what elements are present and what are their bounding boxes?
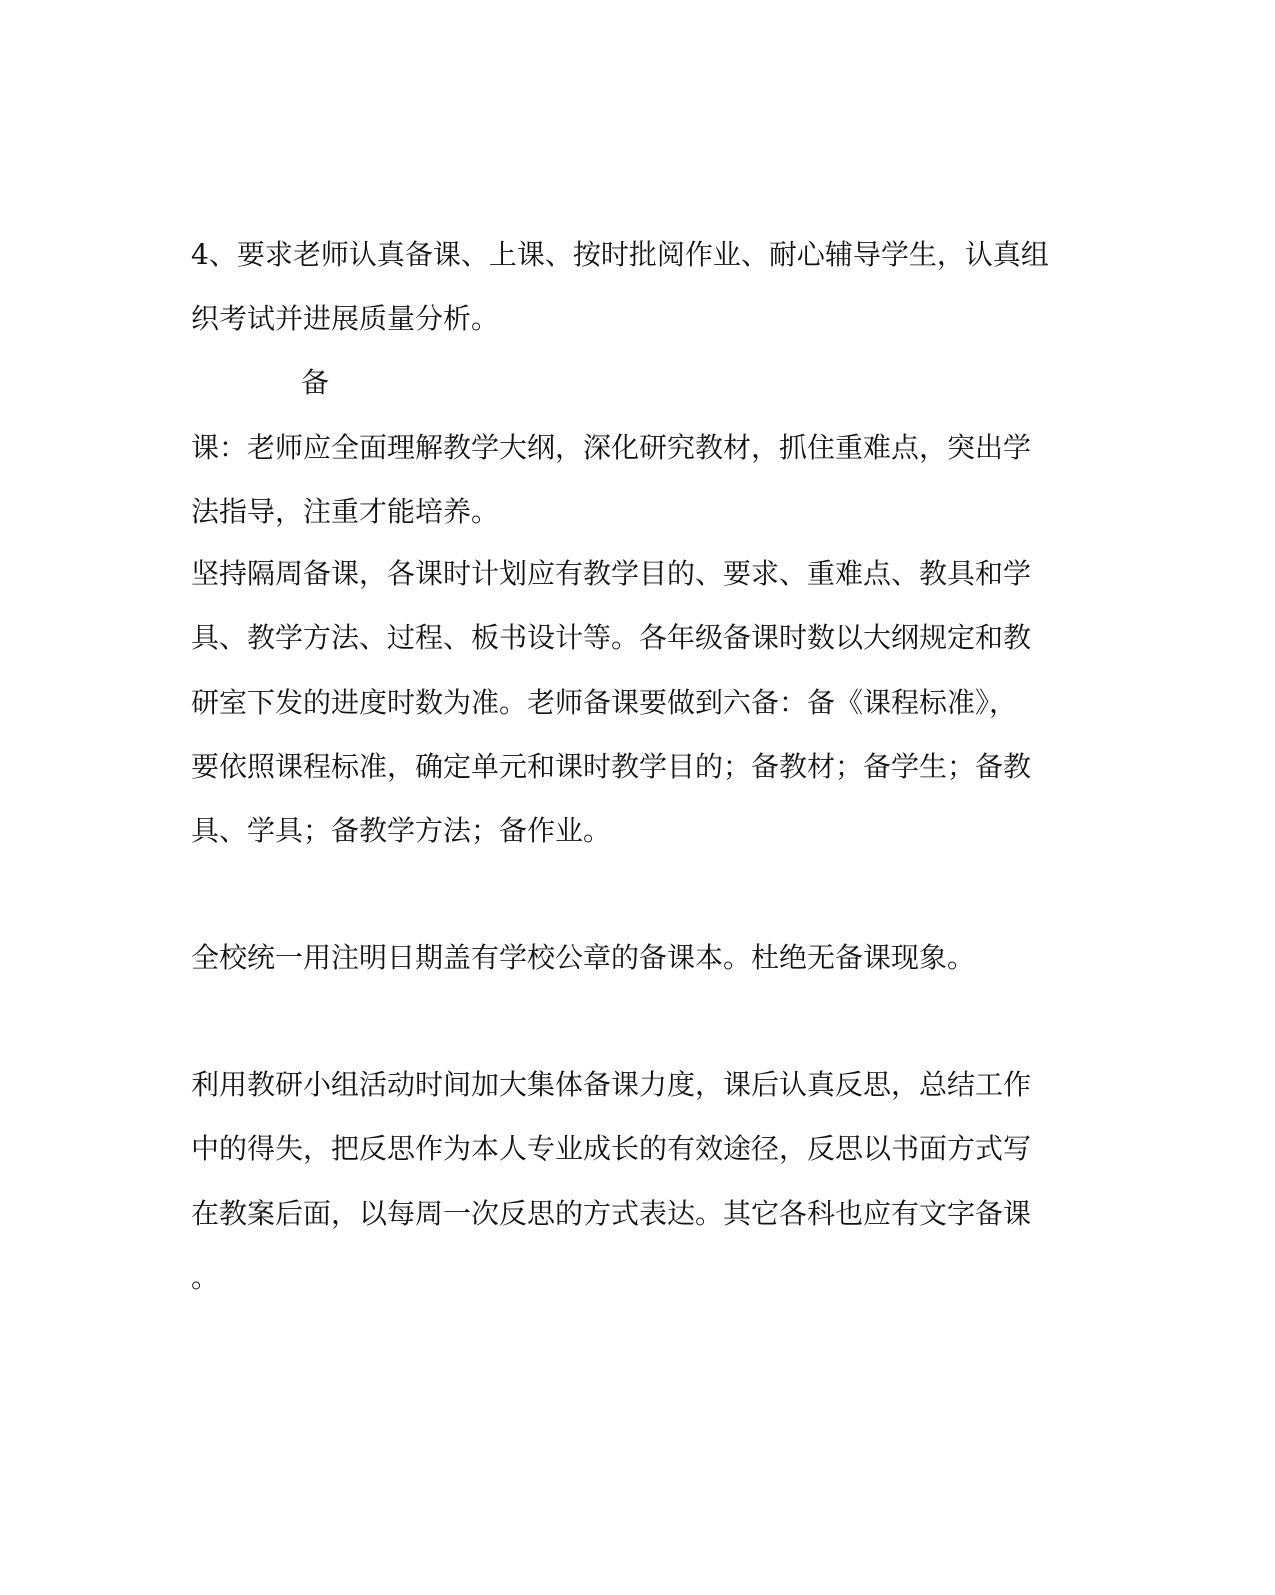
paragraph-line: 具、教学方法、过程、板书设计等。各年级备课时数以大纲规定和教 — [191, 621, 1032, 654]
paragraph-line: 要依照课程标准，确定单元和课时教学目的；备教材；备学生；备教 — [191, 750, 1032, 783]
paragraph-line: 具、学具；备教学方法；备作业。 — [191, 814, 612, 847]
paragraph-line: 4、要求老师认真备课、上课、按时批阅作业、耐心辅导学生，认真组 — [191, 238, 1049, 271]
paragraph-line: 研室下发的进度时数为准。老师备课要做到六备：备《课程标准》， — [191, 686, 1018, 719]
paragraph-line: 法指导，注重才能培养。 — [191, 495, 500, 528]
paragraph-line: 全校统一用注明日期盖有学校公章的备课本。杜绝无备课现象。 — [191, 941, 976, 974]
paragraph-line: 。 — [191, 1261, 220, 1294]
paragraph-line: 课：老师应全面理解教学大纲，深化研究教材，抓住重难点，突出学 — [191, 431, 1032, 464]
paragraph-line: 在教案后面，以每周一次反思的方式表达。其它各科也应有文字备课 — [191, 1197, 1032, 1230]
paragraph-line: 利用教研小组活动时间加大集体备课力度，课后认真反思，总结工作 — [191, 1068, 1032, 1101]
paragraph-line: 坚持隔周备课，各课时计划应有教学目的、要求、重难点、教具和学 — [191, 557, 1032, 590]
indented-heading-char: 备 — [301, 366, 330, 399]
paragraph-line: 中的得失，把反思作为本人专业成长的有效途径，反思以书面方式写 — [191, 1132, 1032, 1165]
paragraph-line: 织考试并进展质量分析。 — [191, 302, 500, 335]
